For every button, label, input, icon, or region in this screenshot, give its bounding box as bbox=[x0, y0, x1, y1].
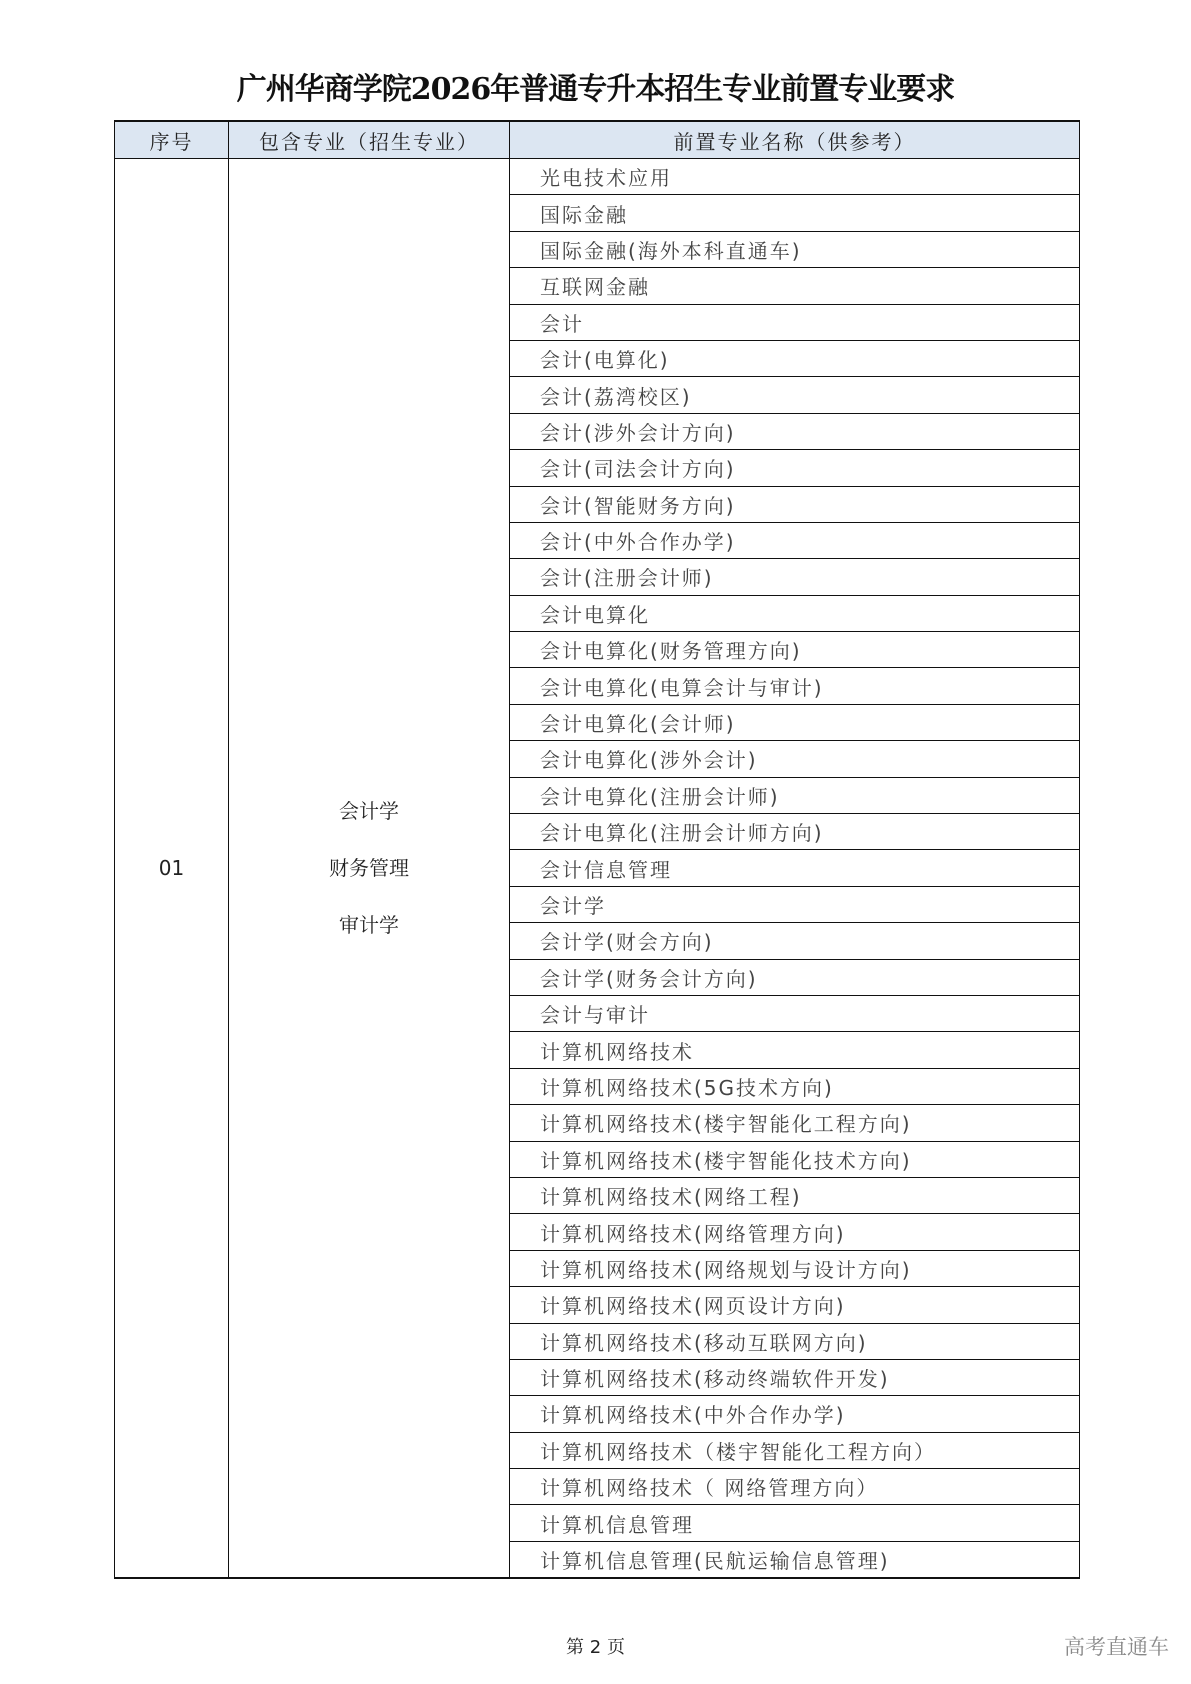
table-header bbox=[115, 121, 1080, 159]
prev-major-cell: 会计与审计 bbox=[510, 995, 1080, 1031]
prev-major-cell: 会计(司法会计方向) bbox=[510, 450, 1080, 486]
prev-major-cell: 计算机网络技术(楼宇智能化技术方向) bbox=[510, 1141, 1080, 1177]
prev-major-cell: 会计电算化(注册会计师方向) bbox=[510, 814, 1080, 850]
prev-major-cell: 计算机网络技术(网络管理方向) bbox=[510, 1214, 1080, 1250]
prev-major-cell: 会计电算化 bbox=[510, 595, 1080, 631]
prev-major-cell: 计算机信息管理(民航运输信息管理) bbox=[510, 1541, 1080, 1578]
prev-major-cell: 会计(中外合作办学) bbox=[510, 522, 1080, 558]
prev-major-cell: 会计电算化(注册会计师) bbox=[510, 777, 1080, 813]
prev-major-cell: 计算机网络技术(网络工程) bbox=[510, 1177, 1080, 1213]
page-title: 广州华商学院2026年普通专升本招生专业前置专业要求 bbox=[236, 72, 955, 107]
prev-major-cell: 计算机网络技术(网页设计方向) bbox=[510, 1287, 1080, 1323]
prev-major-cell: 会计学(财会方向) bbox=[510, 923, 1080, 959]
prev-major-cell: 光电技术应用 bbox=[510, 159, 1080, 195]
prev-major-cell: 计算机网络技术（楼宇智能化工程方向） bbox=[510, 1432, 1080, 1468]
prev-major-cell: 计算机网络技术(移动互联网方向) bbox=[510, 1323, 1080, 1359]
prev-major-cell: 计算机网络技术（ 网络管理方向） bbox=[510, 1469, 1080, 1505]
prev-major-cell: 会计学(财务会计方向) bbox=[510, 959, 1080, 995]
prev-major-cell: 国际金融(海外本科直通车) bbox=[510, 231, 1080, 267]
prev-major-cell: 会计电算化(会计师) bbox=[510, 704, 1080, 740]
prev-major-cell: 国际金融 bbox=[510, 195, 1080, 231]
major-name: 审计学 bbox=[339, 912, 399, 937]
prev-major-cell: 计算机网络技术(网络规划与设计方向) bbox=[510, 1250, 1080, 1286]
prev-major-cell: 会计(电算化) bbox=[510, 340, 1080, 376]
header-seq: 序号 bbox=[115, 121, 229, 159]
prev-major-cell: 会计 bbox=[510, 304, 1080, 340]
prev-major-cell: 会计(荔湾校区) bbox=[510, 377, 1080, 413]
prev-major-cell: 计算机网络技术 bbox=[510, 1032, 1080, 1068]
prev-major-cell: 会计电算化(电算会计与审计) bbox=[510, 668, 1080, 704]
prev-major-cell: 会计电算化(涉外会计) bbox=[510, 741, 1080, 777]
prev-major-cell: 会计(智能财务方向) bbox=[510, 486, 1080, 522]
seq-cell: 01 bbox=[115, 159, 229, 1579]
requirements-table bbox=[114, 120, 1080, 1579]
page-number: 第 2 页 bbox=[566, 1637, 625, 1658]
prev-major-cell: 会计(涉外会计方向) bbox=[510, 413, 1080, 449]
watermark: 高考直通车 bbox=[1064, 1635, 1169, 1659]
prev-major-cell: 计算机网络技术(中外合作办学) bbox=[510, 1396, 1080, 1432]
header-majors: 包含专业（招生专业） bbox=[229, 121, 510, 159]
prev-major-cell: 会计电算化(财务管理方向) bbox=[510, 632, 1080, 668]
prev-major-cell: 会计信息管理 bbox=[510, 850, 1080, 886]
table-row bbox=[115, 159, 1080, 195]
prev-major-cell: 互联网金融 bbox=[510, 268, 1080, 304]
major-name: 财务管理 bbox=[329, 855, 409, 880]
major-name: 会计学 bbox=[339, 798, 399, 823]
prev-major-cell: 计算机网络技术(楼宇智能化工程方向) bbox=[510, 1105, 1080, 1141]
prev-major-cell: 会计学 bbox=[510, 886, 1080, 922]
prev-major-cell: 会计(注册会计师) bbox=[510, 559, 1080, 595]
header-prev: 前置专业名称（供参考） bbox=[510, 121, 1080, 159]
prev-major-cell: 计算机信息管理 bbox=[510, 1505, 1080, 1541]
prev-major-cell: 计算机网络技术(移动终端软件开发) bbox=[510, 1359, 1080, 1395]
prev-major-cell: 计算机网络技术(5G技术方向) bbox=[510, 1068, 1080, 1104]
majors-cell bbox=[229, 159, 510, 1579]
